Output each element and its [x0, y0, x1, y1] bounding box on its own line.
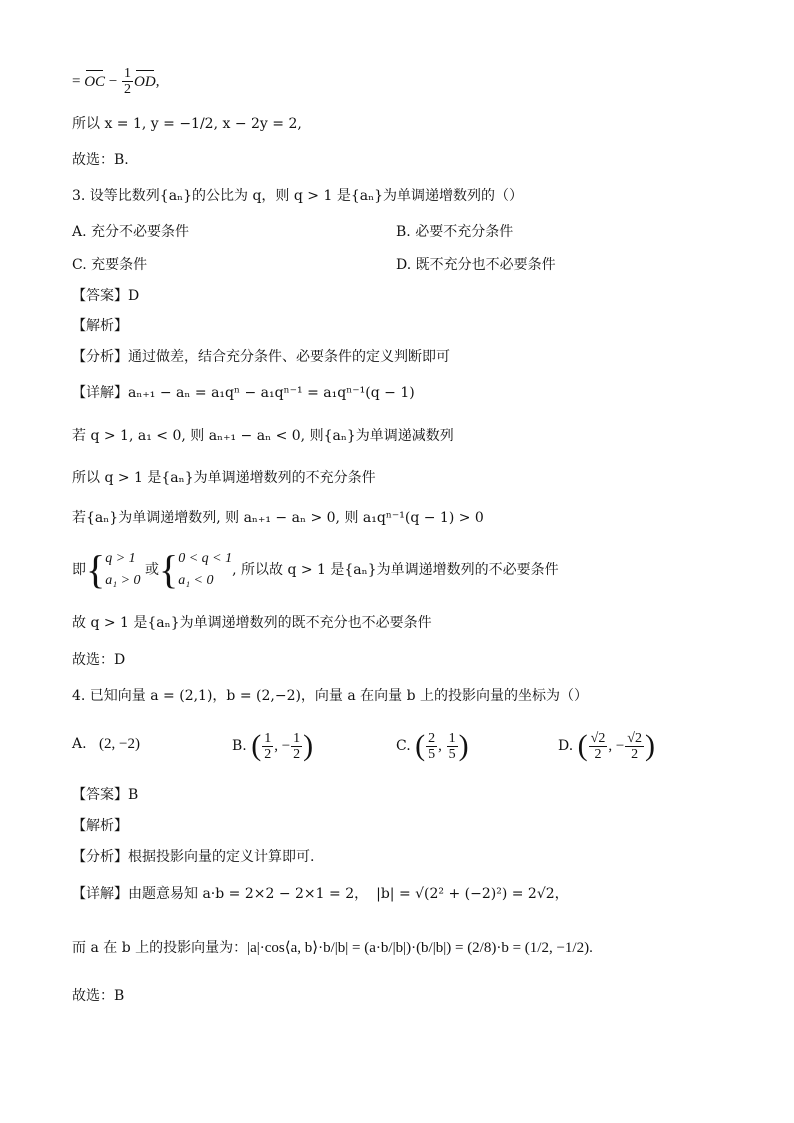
- q3-answer: 【答案】D: [72, 288, 140, 304]
- q3-analysis-heading: 【解析】: [72, 318, 128, 334]
- q3-option-b: B. 必要不充分条件: [396, 224, 514, 240]
- system-1: q > 1 a₁ > 0: [105, 551, 141, 588]
- q3-reason-4: 即{ q > 1 a₁ > 0 或{ 0 < q < 1 a₁ < 0 , 所以故 q > 1 是{aₙ}为单调递增数列的不必要条件: [72, 547, 559, 592]
- answer-choice-line: 故选：B.: [72, 152, 129, 168]
- q3-reason-3: 若{aₙ}为单调递增数列, 则 aₙ₊₁ − aₙ > 0, 则 a₁qⁿ⁻¹(q − 1) > 0: [72, 510, 484, 526]
- result-line: 所以 x = 1, y = −1/2, x − 2y = 2,: [72, 116, 302, 132]
- q4-option-c: C. ( $\frac{2}{5}$ , $\frac{1}{5}$ ): [396, 729, 469, 762]
- question-4-stem: 4. 已知向量 a = (2,1)，b = (2,−2)，向量 a 在向量 b 上的投影向量的坐标为（）: [72, 688, 589, 704]
- q3-choice: 故选：D: [72, 652, 126, 668]
- q4-answer: 【答案】B: [72, 787, 139, 803]
- q3-analysis: 【分析】通过做差，结合充分条件、必要条件的定义判断即可: [72, 349, 450, 365]
- q4-detail-1: 【详解】由题意易知 a·b = 2×2 − 2×1 = 2， |b| = √(2² + (−2)²) = 2√2，: [72, 886, 569, 902]
- equation-line-1: = OC − $\frac{1}{2}$ OD,: [72, 66, 160, 97]
- q3-reason-2: 所以 q > 1 是{aₙ}为单调递增数列的不充分条件: [72, 470, 376, 486]
- q4-detail-2: 而 a 在 b 上的投影向量为：|a|·cos⟨a, b⟩·b/|b| = (a·b/|b|)·(b/|b|) = (2/8)·b = (1/2, −1/2).: [72, 940, 593, 956]
- q3-reason-1: 若 q > 1, a₁ < 0, 则 aₙ₊₁ − aₙ < 0, 则{aₙ}为单调递减数列: [72, 428, 454, 444]
- q3-detail: 【详解】aₙ₊₁ − aₙ = a₁qⁿ − a₁qⁿ⁻¹ = a₁qⁿ⁻¹(q − 1): [72, 385, 415, 401]
- q4-option-a: A. (2, −2): [72, 736, 140, 752]
- q3-reason-5: 故 q > 1 是{aₙ}为单调递增数列的既不充分也不必要条件: [72, 615, 432, 631]
- q4-analysis: 【分析】根据投影向量的定义计算即可.: [72, 849, 315, 865]
- q3-option-d: D. 既不充分也不必要条件: [396, 257, 556, 273]
- q4-option-d: D. ( $\frac{√2}{2}$ , − $\frac{√2}{2}$ ): [558, 729, 655, 762]
- q4-analysis-heading: 【解析】: [72, 818, 128, 834]
- q4-choice: 故选：B: [72, 988, 125, 1004]
- q4-option-b: B. ( $\frac{1}{2}$ , − $\frac{1}{2}$ ): [232, 729, 314, 762]
- system-2: 0 < q < 1 a₁ < 0: [178, 551, 233, 588]
- question-3-stem: 3. 设等比数列{aₙ}的公比为 q，则 q > 1 是{aₙ}为单调递增数列的（）: [72, 188, 524, 204]
- q3-option-c: C. 充要条件: [72, 257, 148, 273]
- q3-option-a: A. 充分不必要条件: [72, 224, 190, 240]
